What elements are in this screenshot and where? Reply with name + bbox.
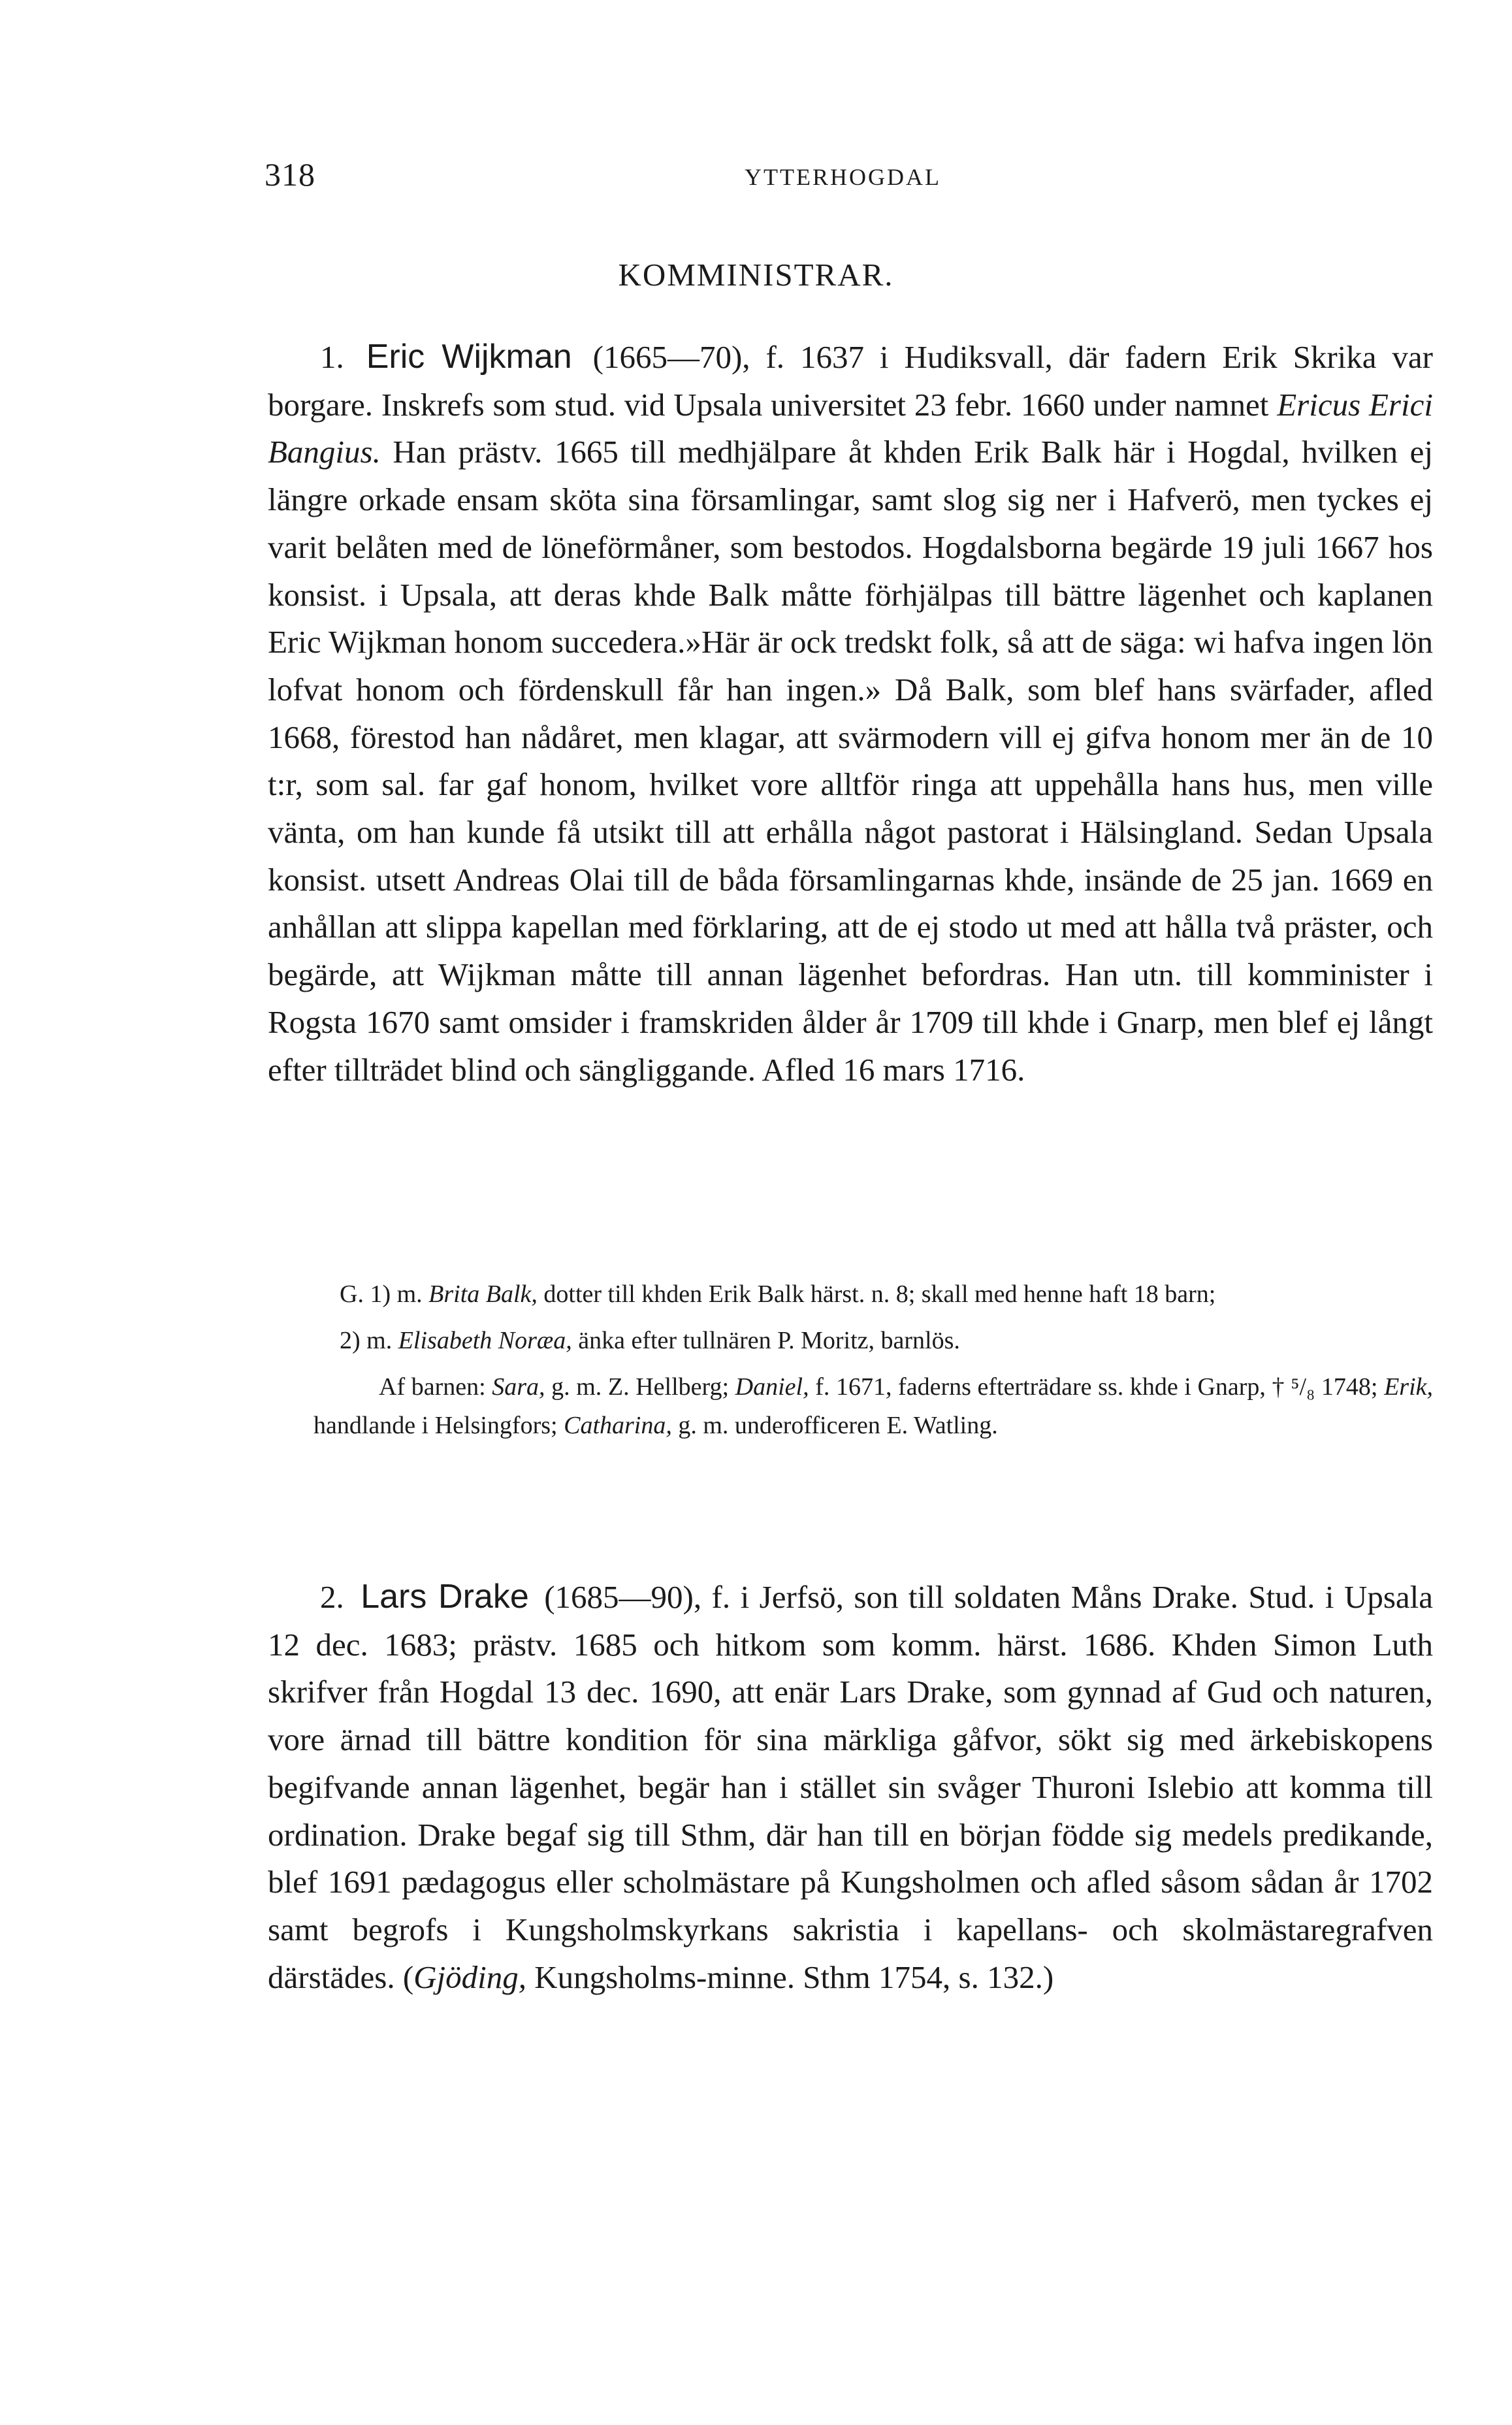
- marriage-note-2: [340, 1322, 1433, 1360]
- entry-name: Eric Wijkman: [366, 338, 572, 376]
- note-italic: Brita Balk,: [428, 1280, 538, 1308]
- entry-number: 2.: [320, 1579, 344, 1615]
- children-note: [314, 1368, 1433, 1445]
- entry-text: Kungsholms-minne. Sthm 1754, s. 132.): [526, 1959, 1054, 1995]
- entry-text: (1665—70), f. 1637 i Hudiksvall, där fadern Erik Skrika var borgare. Inskrefs som stud. vid Upsala universitet 23 febr. 1660 under namnet: [268, 339, 1433, 423]
- entry-number: 1.: [320, 339, 344, 375]
- note-text: 2) m.: [340, 1327, 398, 1354]
- entry-name: Lars Drake: [361, 1578, 529, 1616]
- note-italic: Sara,: [492, 1373, 545, 1401]
- marriage-note-1: [314, 1275, 1433, 1314]
- note-text: änka efter tullnären P. Moritz, barnlös.: [571, 1327, 960, 1354]
- note-italic: Erik,: [1384, 1373, 1433, 1401]
- note-text: handlande i Helsingfors;: [314, 1412, 564, 1439]
- genealogy-notes: [314, 1275, 1433, 1445]
- entry-paragraph: [268, 333, 1433, 1094]
- note-italic: Catharina,: [564, 1412, 672, 1439]
- note-italic: Daniel,: [735, 1373, 809, 1401]
- entry-text: Han prästv. 1665 till medhjälpare åt khden Erik Balk här i Hogdal, hvilken ej längre orkade ensam sköta sina församlingar, samt slog sig ner i Hafverö, men tyckes ej varit belåten med de löneförmåner, som bestodos. Hogdalsborna begärde 19 juli 1667 hos konsist. i Upsala, att deras khde Balk måtte förhjälpas till bättre lägenhet och kaplanen Eric Wijkman honom succedera.»Här är ock tredskt folk, så att de säga: wi hafva ingen lön lofvat honom och fördenskull får han ingen.» Då Balk, som blef hans svärfader, afled 1668, förestod han nådåret, men klagar, att svärmodern vill ej gifva honom mer än de 10 t:r, som sal. far gaf honom, hvilket vore alltför ringa att uppehålla hans hus, men ville vänta, om han kunde få utsikt till att erhålla något pastorat i Hälsingland. Sedan Upsala konsist. utsett Andreas Olai till de båda församlingarnas khde, insände de 25 jan. 1669 en anhållan att slippa kapellan med förklaring, att de ej stodo ut med att hålla två präster, och begärde, att Wijkman måtte till annan lägenhet befordras. Han utn. till komminister i Rogsta 1670 samt omsider i framskriden ålder år 1709 till khde i Gnarp, men blef ej långt efter tillträdet blind och sängliggande. Afled 16 mars 1716.: [268, 434, 1433, 1088]
- entry-paragraph: [268, 1573, 1433, 2001]
- running-title: YTTERHOGDAL: [745, 164, 941, 190]
- note-text: f. 1671, faderns efterträdare ss. khde i Gnarp, † ⁵/₈ 1748;: [809, 1373, 1385, 1401]
- note-text: g. m. Z. Hellberg;: [545, 1373, 735, 1401]
- entry-eric-wijkman: [268, 333, 1433, 1094]
- running-head: [265, 155, 1473, 208]
- note-italic: Elisabeth Noræa,: [398, 1327, 572, 1354]
- note-text: Af barnen:: [379, 1373, 492, 1401]
- entry-lars-drake: [268, 1573, 1433, 2001]
- note-text: dotter till khden Erik Balk härst. n. 8; skall med henne haft 18 barn;: [537, 1280, 1216, 1308]
- entry-text-italic: Ericus Erici Bangius.: [268, 386, 1433, 470]
- page-number: 318: [265, 156, 315, 193]
- entry-text: (1685—90), f. i Jerfsö, son till soldaten Måns Drake. Stud. i Upsala 12 dec. 1683; prästv. 1685 och hitkom som komm. härst. 1686. Khden Simon Luth skrifver från Hogdal 13 dec. 1690, att enär Lars Drake, som gynnad af Gud och naturen, vore ärnad till bättre kondition för sina märkliga gåfvor, sökt sig med ärkebiskopens begifvande annan lägenhet, begär han i stället sin svåger Thuroni Islebio att komma till ordination. Drake begaf sig till Sthm, där han till en början födde sig medels predikande, blef 1691 pædagogus eller scholmästare på Kungsholmen och afled såsom sådan år 1702 samt begrofs i Kungsholmskyrkans sakristia i kapellans- och skolmästaregrafven därstädes. (: [268, 1579, 1434, 1995]
- section-title: KOMMINISTRAR.: [618, 257, 894, 293]
- note-text: G. 1) m.: [340, 1280, 429, 1308]
- entry-text-italic: Gjöding,: [413, 1959, 527, 1995]
- note-text: g. m. underofficeren E. Watling.: [671, 1412, 998, 1439]
